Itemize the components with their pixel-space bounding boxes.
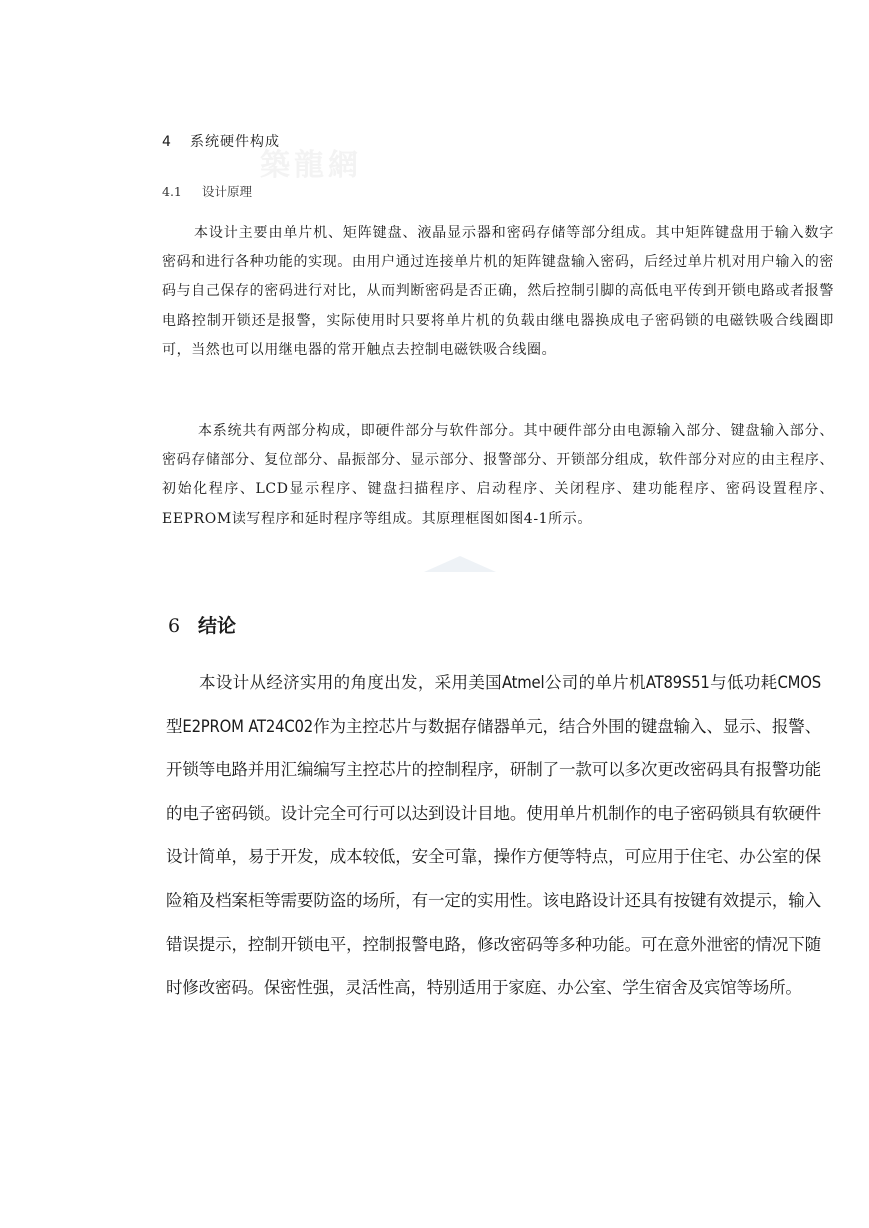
conclusion-paragraph: 本设计从经济实用的角度出发，采用美国Atmel公司的单片机AT89S51与低功耗CMOS型E2PROM AT24C02作为主控芯片与数据存储器单元，结合外围的键盘输入、显示、报警、开锁等电路并用汇编编写主控芯片的控制程序，研制了一款可以多次更改密码具有报警功能的电子密码锁。设计完全可行可以达到设计目地。使用单片机制作的电子密码锁具有软硬件设计简单，易于开发，成本较低，安全可靠，操作方便等特点，可应用于住宅、办公室的保险箱及档案柜等需要防盗的场所，有一定的实用性。该电路设计还具有按键有效提示，输入错误提示，控制开锁电平，控制报警电路，修改密码等多种功能。可在意外泄密的情况下随时修改密码。保密性强，灵活性高，特别适用于家庭、办公室、学生宿舍及宾馆等场所。 xyxy=(166,673,821,998)
watermark-roof-logo xyxy=(424,556,496,572)
section-4-1-heading xyxy=(162,182,252,200)
section-6-title: 结论 xyxy=(198,615,237,637)
design-principle-paragraph-2: 本系统共有两部分构成，即硬件部分与软件部分。其中硬件部分由电源输入部分、键盘输入部分、密码存储部分、复位部分、晶振部分、显示部分、报警部分、开锁部分组成，软件部分对应的由主程序、初始化程序、LCD显示程序、键盘扫描程序、启动程序、关闭程序、建功能程序、密码设置程序、EEPROM读写程序和延时程序等组成。其原理框图如图4-1所示。 xyxy=(162,423,834,527)
section-4-number: 4 xyxy=(162,134,172,150)
section-6-heading xyxy=(168,611,236,638)
watermark: 築龍網 xyxy=(260,148,362,183)
section-4-1-title: 设计原理 xyxy=(202,184,253,199)
section-6-number: 6 xyxy=(168,615,181,637)
section-4-title: 系统硬件构成 xyxy=(190,134,280,150)
section-4-1-number: 4.1 xyxy=(162,184,182,199)
design-principle-paragraph-1: 本设计主要由单片机、矩阵键盘、液晶显示器和密码存储等部分组成。其中矩阵键盘用于输入数字密码和进行各种功能的实现。由用户通过连接单片机的矩阵键盘输入密码，后经过单片机对用户输入的密码与自己保存的密码进行对比，从而判断密码是否正确，然后控制引脚的高低电平传到开锁电路或者报警电路控制开锁还是报警，实际使用时只要将单片机的负载由继电器换成电子密码锁的电磁铁吸合线圈即可，当然也可以用继电器的常开触点去控制电磁铁吸合线圈。 xyxy=(162,225,834,358)
section-4-heading xyxy=(162,131,280,151)
